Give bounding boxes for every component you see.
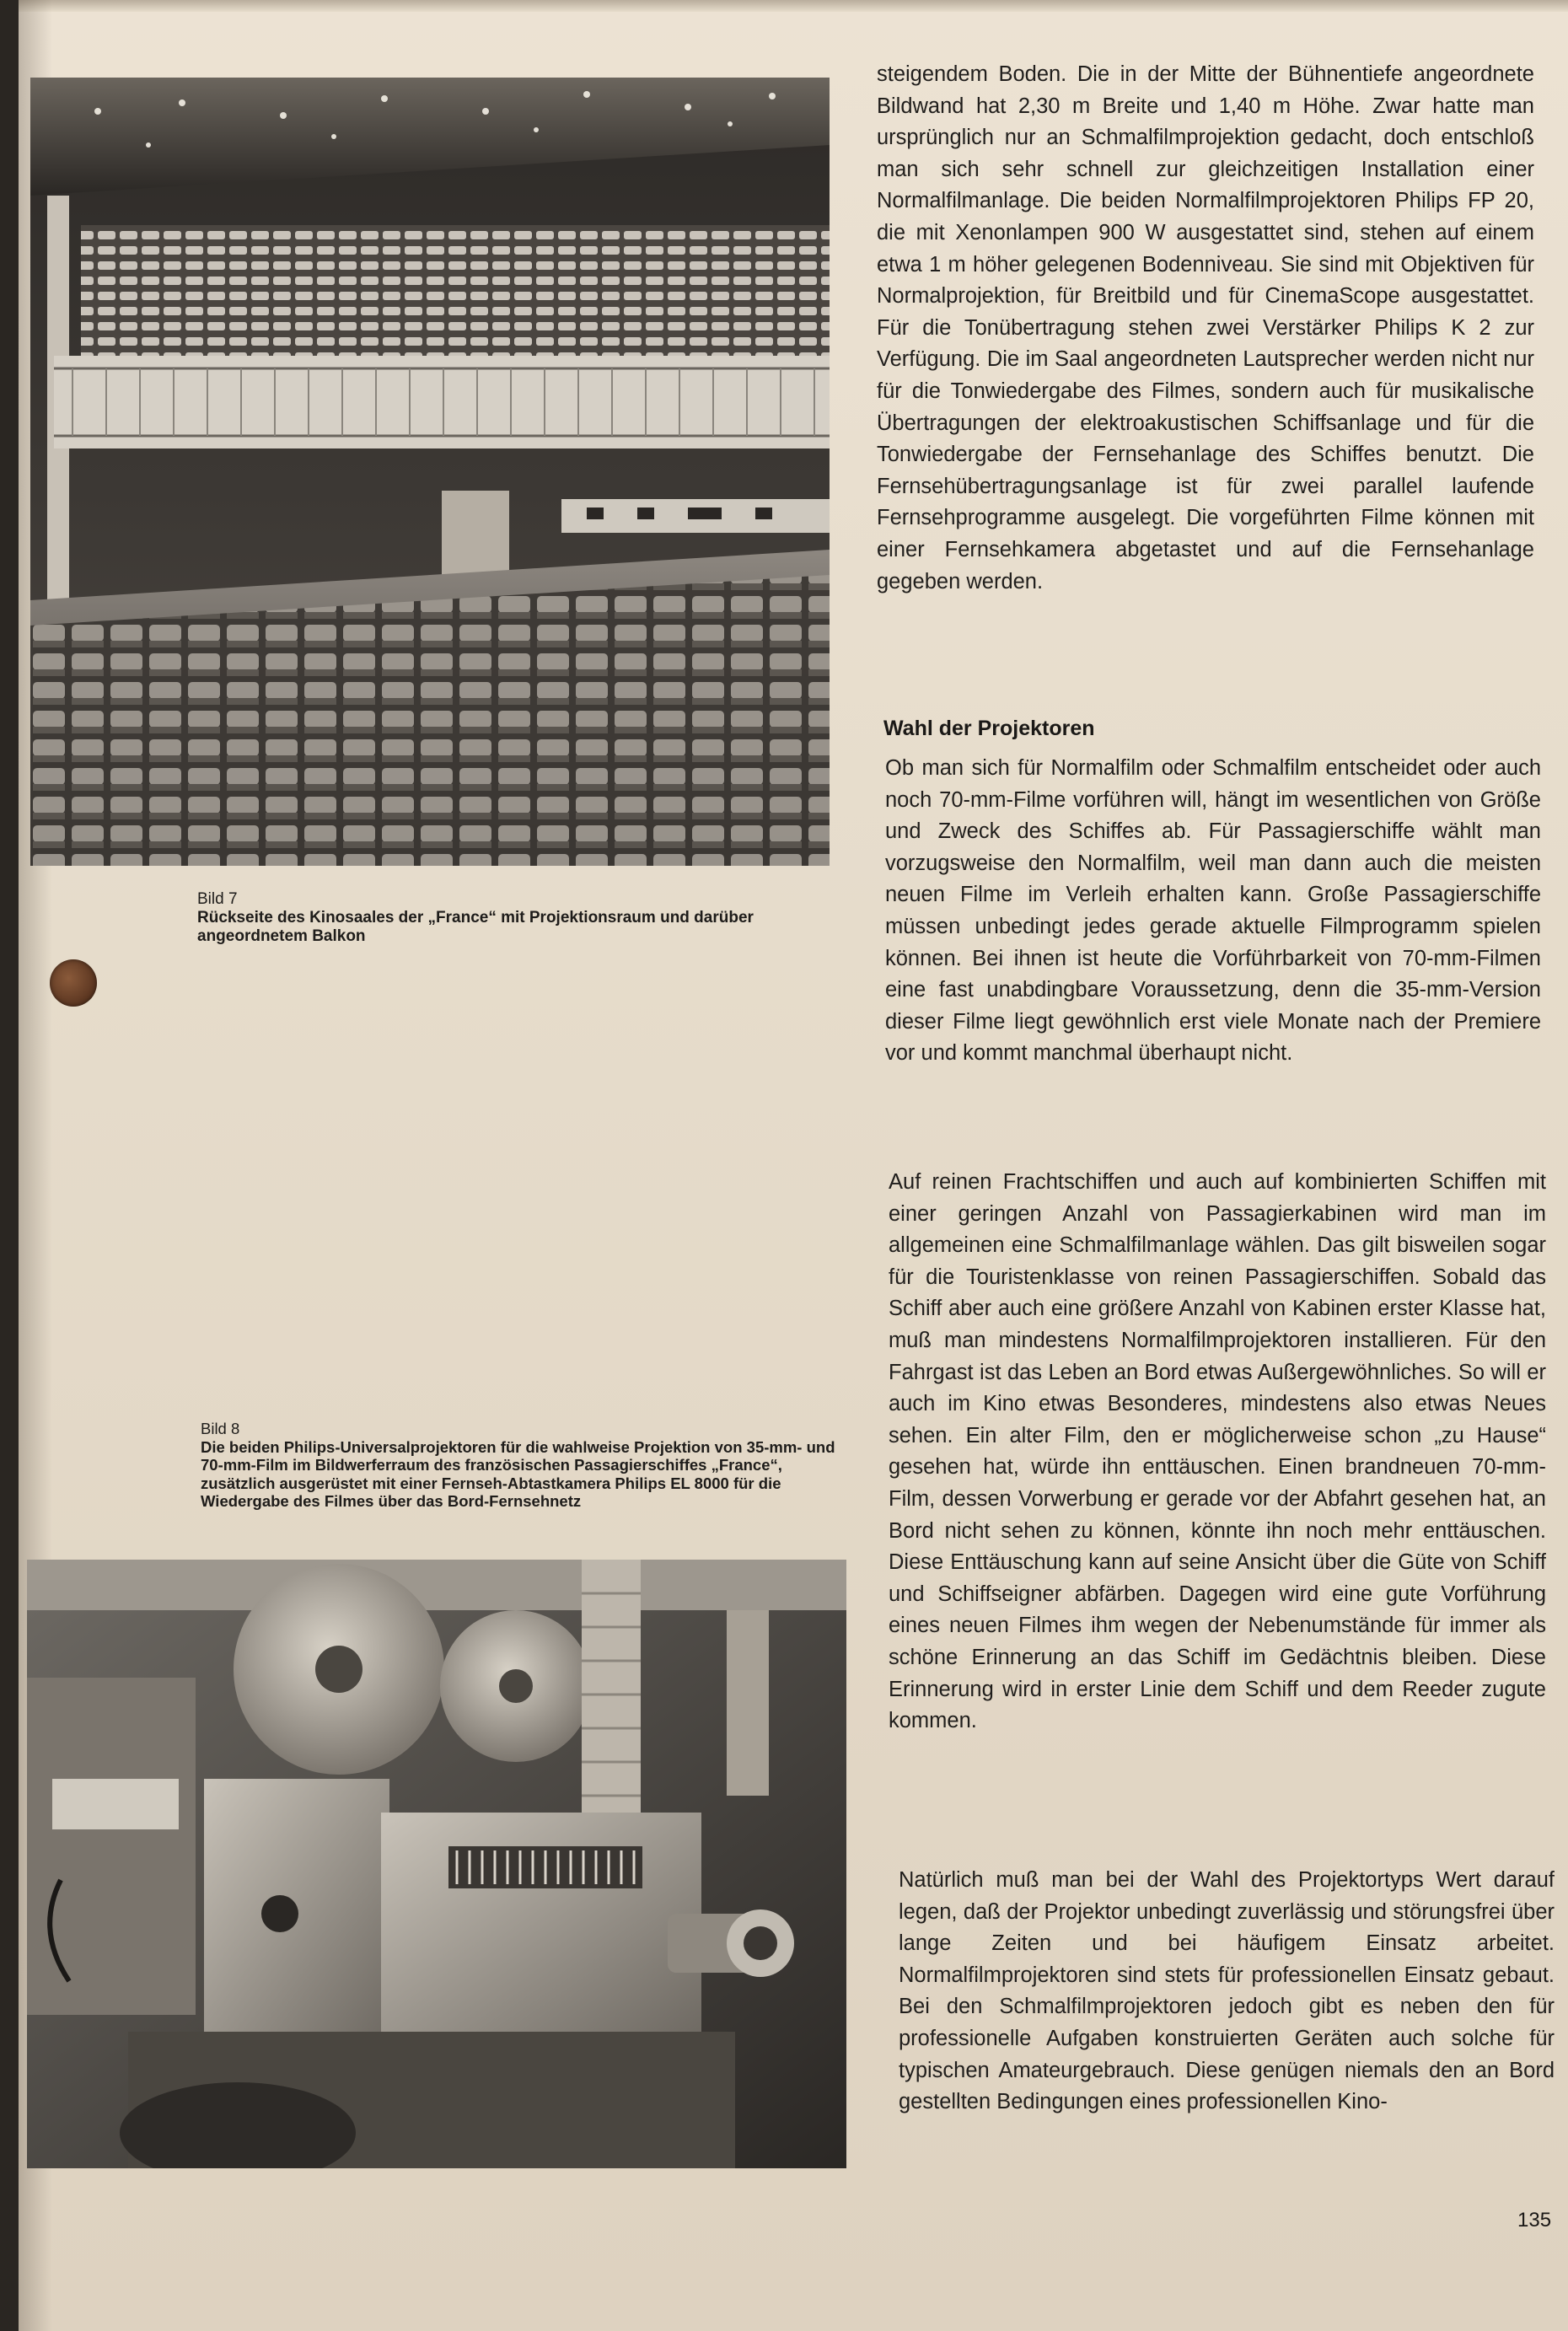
photo-cinema-hall [30, 78, 830, 866]
page-number: 135 [1517, 2209, 1552, 2232]
section-heading: Wahl der Projektoren [883, 717, 1095, 740]
figure7-label: Bild 7 [197, 890, 238, 908]
book-page [19, 0, 1568, 2331]
body-text-para3 [899, 1865, 1555, 2119]
photo-projectors [27, 1560, 846, 2168]
punch-hole-top [50, 959, 97, 1007]
body-text-intro [877, 59, 1534, 598]
figure7-caption-text: Rückseite des Kinosaales der „France“ mit Projektionsraum und darüber angeordnetem Balkon [197, 909, 754, 945]
body-text-para1 [885, 753, 1541, 1070]
figure8-caption-text: Die beiden Philips-Universalprojektoren für die wahlweise Projektion von 35-mm- und 70-mm-Film im Bildwerferraum des französischen Passagierschiffes „France“, zusätzlich ausgerüstet mit einer Fernseh-Abtastkamera Philips EL 8000 für die Wiedergabe des Filmes über das Bord-Fernsehnetz [201, 1437, 835, 1510]
paragraph-3: Natürlich muß man bei der Wahl des Projektortyps Wert darauf legen, daß der Projektor unbedingt zuverlässig und störungsfrei über lange Zeiten und bei häufigem Einsatz arbeitet. Normalfilmprojektoren sind stets für professionellen Einsatz gebaut. Bei den Schmalfilmprojektoren jedoch gibt es neben den für professionelle Aufgaben konstruierten Geräten auch solche für typischen Amateurgebrauch. Diese genügen niemals den an Bord gestellten Bedingungen eines professionellen Kino- [899, 1868, 1555, 2114]
figure8-label: Bild 8 [201, 1420, 240, 1437]
body-text-para2 [889, 1167, 1546, 1738]
intro-paragraph: steigendem Boden. Die in der Mitte der Bühnentiefe angeordnete Bildwand hat 2,30 m Breite und 1,40 m Höhe. Zwar hatte man ursprünglich nur an Schmalfilmprojektion gedacht, doch entschloß man sich sehr schnell zur gleichzeitigen Installation einer Normalfilmanlage. Die beiden Normalfilmprojektoren Philips FP 20, die mit Xenonlampen 900 W ausgestattet sind, stehen auf einem etwa 1 m höher gelegenen Bodenniveau. Sie sind mit Objektiven für Normalprojektion, für Breitbild und für CinemaScope ausgestattet. Für die Tonübertragung stehen zwei Verstärker Philips K 2 zur Verfügung. Die im Saal angeordneten Lautsprecher werden nicht nur für die Tonwiedergabe des Filmes, sondern auch für musikalische Übertragungen der elektroakustischen Schiffsanlage und für die Tonwiedergabe der Fernsehanlage des Schiffes benutzt. Die Fernsehübertragungsanlage ist für zwei parallel laufende Fernsehprogramme ausgelegt. Die vorgeführten Filme können mit einer Fernsehkamera abgetastet und auf die Fernsehanlage gegeben werden. [877, 62, 1534, 593]
figure7-caption [197, 890, 855, 946]
page-top-edge [19, 0, 1568, 12]
paragraph-2: Auf reinen Frachtschiffen und auch auf kombinierten Schiffen mit einer geringen Anzahl von Passagierkabinen wird man im allgemeinen eine Schmalfilmanlage wählen. Das gilt bisweilen sogar für die Touristenklasse von reinen Passagierschiffen. Sobald das Schiff aber auch eine größere Anzahl von Kabinen erster Klasse hat, muß man mindestens Normalfilmprojektoren installieren. Für den Fahrgast ist das Leben an Bord etwas Außergewöhnliches. So will er auch im Kino etwas Besonderes, mindestens also etwas Neues sehen. Ein alter Film, den er möglicherweise schon „zu Hause“ gesehen hat, würde ihn enttäuschen. Einen brandneuen 70-mm-Film, dessen Vorwerbung er gerade vor der Abfahrt gesehen hat, an Bord nicht sehen zu können, könnte ihn noch mehr enttäuschen. Diese Enttäuschung kann auf seine Ansicht über die Güte von Schiff und Schiffseigner abfärben. Dagegen wird eine gute Vorführung eines neuen Filmes ihm wegen der Nebenumstände für immer als schöne Erinnerung an das Schiff im Gedächtnis bleiben. Diese Erinnerung wird in erster Linie dem Schiff und dem Reeder zugute kommen. [889, 1170, 1546, 1733]
paragraph-1: Ob man sich für Normalfilm oder Schmalfilm entscheidet oder auch noch 70-mm-Filme vorführen will, hängt im wesentlichen von Größe und Zweck des Schiffes ab. Für Passagierschiffe wählt man vorzugsweise den Normalfilm, weil man dann auch die meisten neuen Filme im Verleih erhalten kann. Große Passagierschiffe müssen unbedingt jedes gerade aktuelle Filmprogramm spielen können. Bei ihnen ist heute die Vorführbarkeit von 70-mm-Filmen eine fast unabdingbare Voraussetzung, denn die 35-mm-Version dieser Filme liegt gewöhnlich erst viele Monate nach der Premiere vor und kommt manchmal überhaupt nicht. [885, 756, 1541, 1066]
figure8-caption [201, 1420, 858, 1511]
